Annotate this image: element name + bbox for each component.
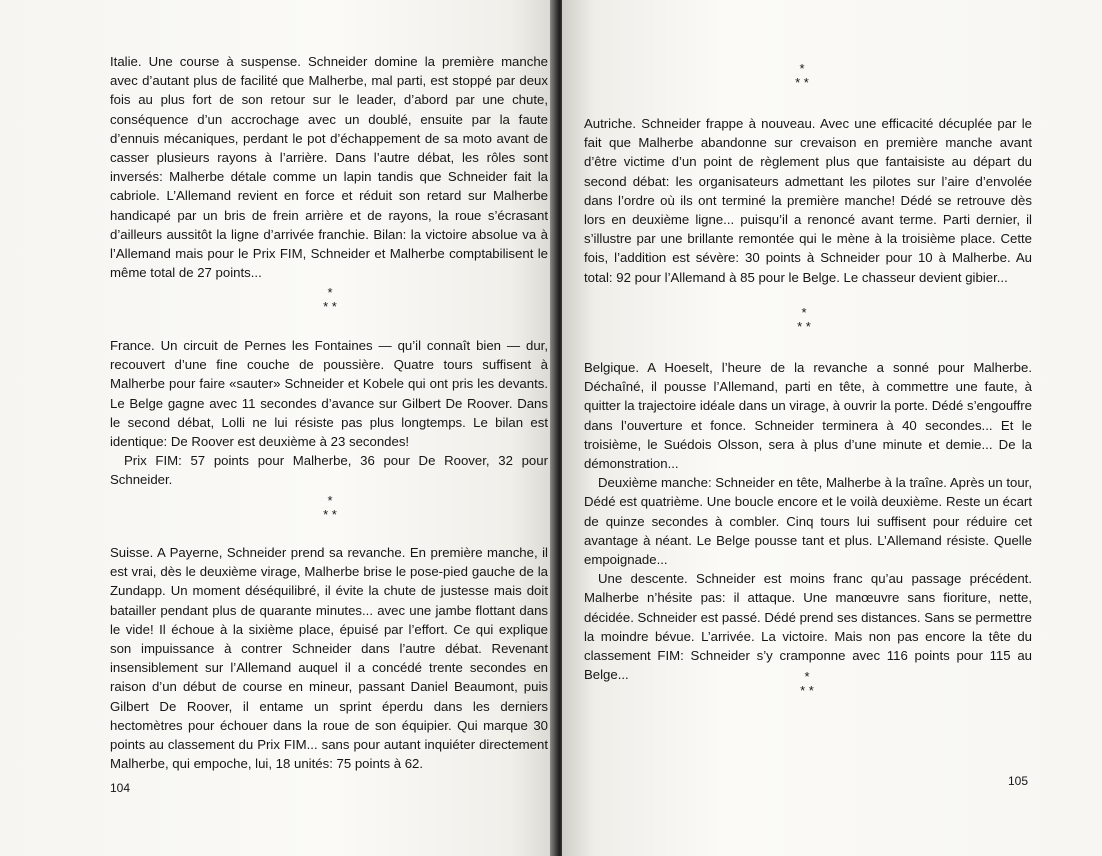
- page-number-right: 105: [1008, 774, 1029, 788]
- right-page: [562, 0, 1102, 856]
- section-separator: [774, 306, 834, 334]
- page-number-left: 104: [110, 781, 131, 795]
- separator-bottom: * *: [795, 75, 809, 90]
- separator-bottom: * *: [797, 319, 811, 334]
- separator-top: *: [804, 669, 810, 684]
- paragraph: Une descente. Schneider est moins franc qu’au passage précédent. Malherbe n’hésite pas: il attaque. Une manœuvre sans fioriture, nette, décidée. Schneider est passé. Dédé prend ses distances. Sans se permettre la moindre bévue. L’arrivée. La victoire. Mais non pas encore la tête du classement FIM: Schneider s’y cramponne avec 116 points pour 115 au Belge...: [584, 571, 1032, 683]
- paragraph: Suisse. A Payerne, Schneider prend sa revanche. En première manche, il est vrai, dès le deuxième virage, Malherbe brise le pose-pied gauche de la Zundapp. Un moment déséquilibré, il évite la chute de justesse mais doit batailler pendant plus de quarante minutes... avec une jambe flottant dans le vide! Il échoue à la sixième place, épuisé par l’effort. Ce qui explique son impuissance à contrer Schneider dans l’autre débat. Revenant insensiblement sur l’Allemand auquel il a concédé trente secondes en raison d’un début de course en mineur, passant Daniel Beaumont, puis Gilbert De Roover, il entame un sprint éperdu dans les derniers hectomètres pour échouer dans la roue de son équipier. Qui marque 30 points au classement du Prix FIM... sans pour autant inquiéter directement Malherbe, qui empoche, lui, 18 unités: 75 points à 62.: [110, 545, 548, 772]
- section-suisse: [110, 543, 548, 773]
- section-separator: [300, 494, 360, 522]
- section-france: [110, 336, 548, 490]
- section-autriche: [584, 114, 1032, 287]
- section-separator: [300, 286, 360, 314]
- separator-bottom: * *: [323, 507, 337, 522]
- section-italie: [110, 52, 548, 282]
- section-separator: [777, 670, 837, 698]
- separator-top: *: [327, 285, 333, 300]
- separator-bottom: * *: [323, 299, 337, 314]
- paragraph: Prix FIM: 57 points pour Malherbe, 36 pour De Roover, 32 pour Schneider.: [110, 453, 548, 488]
- section-separator: [772, 62, 832, 90]
- separator-top: *: [327, 493, 333, 508]
- paragraph: Italie. Une course à suspense. Schneider domine la première manche avec d’autant plus de facilité que Malherbe, mal parti, est stoppé par deux fois au plus fort de son retour sur le leader, d’abord par une chute, conséquence d’un accrochage avec un doublé, ensuite par la faute d’ennuis mécaniques, perdant le pot d’échappement de sa moto avant de casser plusieurs rayons à l’arrière. Dans l’autre débat, les rôles sont inversés: Malherbe détale comme un lapin tandis que Schneider fait la cabriole. L’Allemand revient en force et réduit son retard sur Malherbe handicapé par un bris de frein arrière et de rayons, la roue s’écrasant d’ailleurs aussitôt la ligne d’arrivée franchie. Bilan: la victoire absolue va à l’Allemand mais pour le Prix FIM, Schneider et Malherbe comptabilisent le même total de 27 points...: [110, 54, 548, 281]
- separator-top: *: [799, 61, 805, 76]
- paragraph: Belgique. A Hoeselt, l’heure de la revanche a sonné pour Malherbe. Déchaîné, il pousse l’Allemand, parti en tête, à commettre une faute, à quitter la trajectoire idéale dans un virage, à ouvrir la porte. Dédé s’engouffre dans l’ouverture et fonce. Schneider terminera à 40 secondes... Et le troisième, le Suédois Olsson, sera à plus d’une minute et demie... De la démonstration...: [584, 360, 1032, 472]
- separator-top: *: [801, 305, 807, 320]
- paragraph: Autriche. Schneider frappe à nouveau. Avec une efficacité décuplée par le fait que Malherbe abandonne sur crevaison en première manche avant d’être victime d’un point de règlement plus que fantaisiste au départ du second débat: les organisateurs admettant les pilotes sur l’aire d’envolée dans l’ordre où ils ont terminé la première manche! Dédé se retrouve dès lors en deuxième ligne... puisqu’il a renoncé avant terme. Parti dernier, il s’illustre par une brillante remontée qui le mène à la troisième place. Cette fois, l’addition est sévère: 30 points à Schneider pour 10 à Malherbe. Au total: 92 pour l’Allemand à 85 pour le Belge. Le chasseur devient gibier...: [584, 116, 1032, 285]
- separator-bottom: * *: [800, 683, 814, 698]
- paragraph: Deuxième manche: Schneider en tête, Malherbe à la traîne. Après un tour, Dédé est quatrième. Une boucle encore et le voilà deuxième. Reste un écart de quinze secondes à combler. Cinq tours lui suffisent pour réduire cet avantage à néant. Le Belge pousse tant et plus. L’Allemand résiste. Quelle empoignade...: [584, 475, 1032, 568]
- section-belgique: [584, 358, 1032, 684]
- paragraph: France. Un circuit de Pernes les Fontaines — qu’il connaît bien — dur, recouvert d’une fine couche de poussière. Quatre tours suffisent à Malherbe pour faire «sauter» Schneider et Kobele qui ont pris les devants. Le Belge gagne avec 11 secondes d’avance sur Gilbert De Roover. Dans le second débat, Lolli ne lui résiste pas plus longtemps. Le bilan est identique: De Roover est deuxième à 23 secondes!: [110, 338, 548, 450]
